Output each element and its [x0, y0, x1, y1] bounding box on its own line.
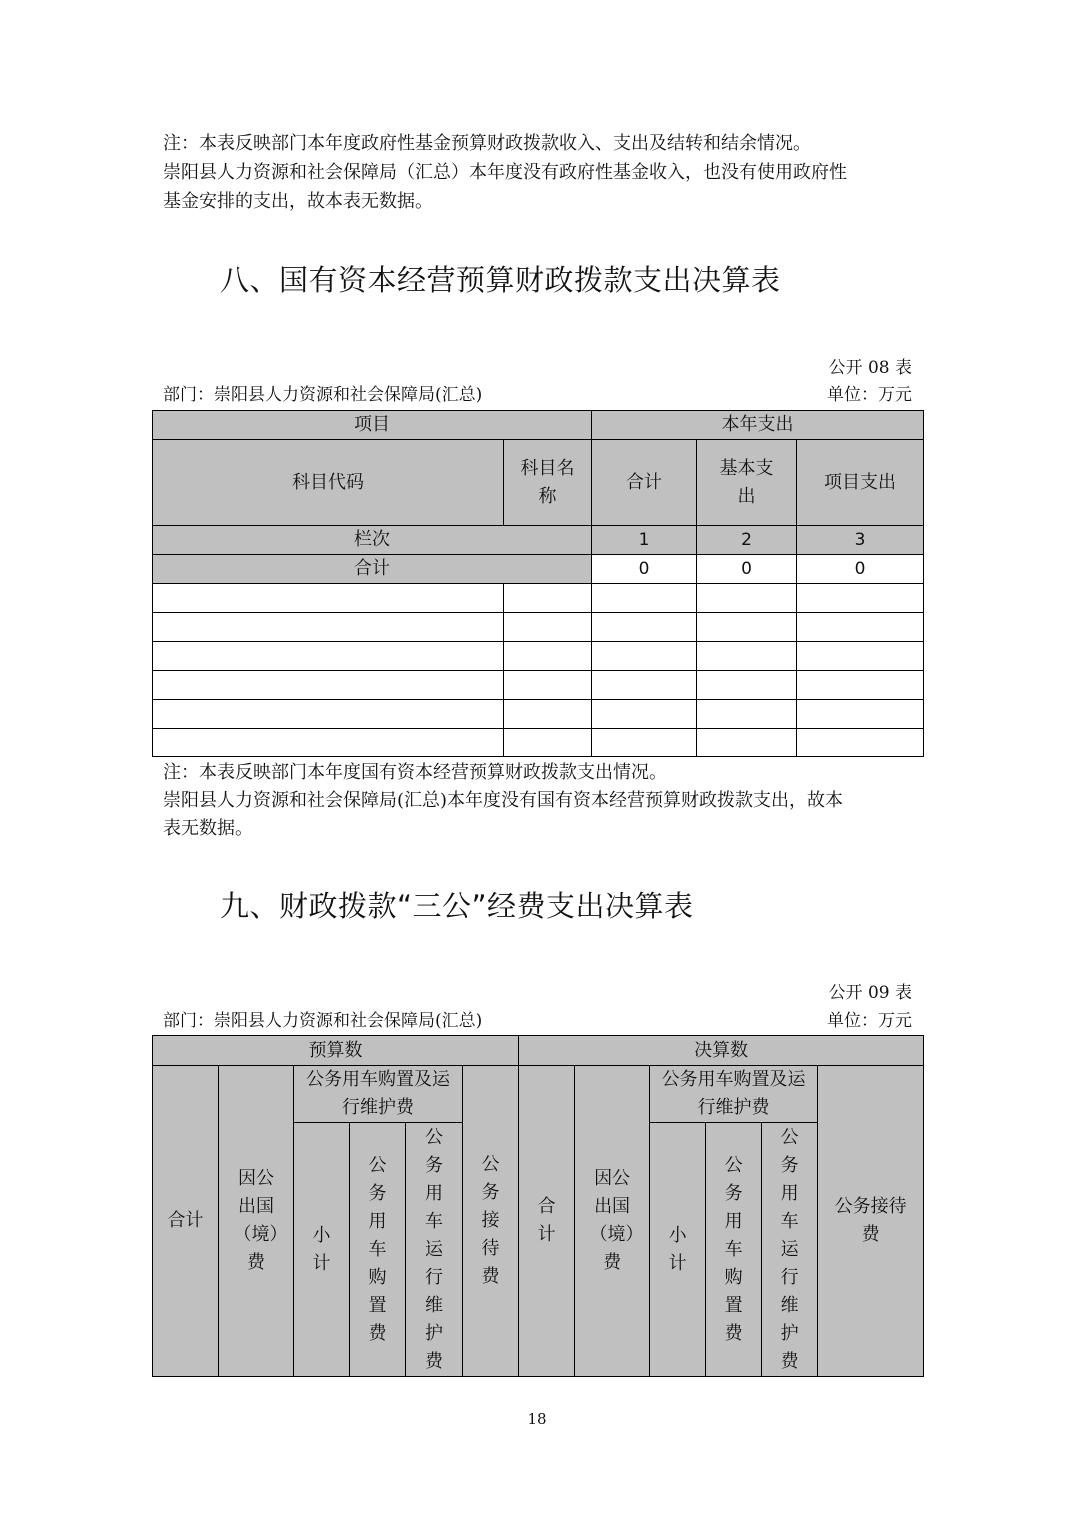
total-value: 0	[697, 555, 797, 584]
header-project: 项目支出	[797, 440, 924, 526]
header-name: 科目名称	[504, 440, 592, 526]
note-line: 表无数据。	[163, 818, 253, 839]
section-title: 九、财政拨款“三公”经费支出决算表	[220, 889, 694, 923]
header-vehicle-operation: 公务用车运行维护费	[406, 1123, 463, 1377]
header-budget: 预算数	[153, 1036, 519, 1066]
header-vehicle-purchase: 公务用车购置费	[706, 1123, 762, 1377]
section-title: 八、国有资本经营预算财政拨款支出决算表	[220, 263, 781, 297]
table-code: 公开 09 表	[828, 983, 912, 1003]
header-vehicle-operation: 公务用车运行维护费	[762, 1123, 818, 1377]
header-reception: 公务接待费	[463, 1066, 519, 1377]
column-index: 1	[592, 526, 697, 555]
page-number: 18	[527, 1410, 547, 1428]
header-subtotal: 小计	[650, 1123, 706, 1377]
capital-budget-table	[152, 410, 924, 757]
header-current-year: 本年支出	[592, 411, 924, 440]
unit-label: 单位：万元	[827, 1011, 912, 1031]
department-label: 部门：崇阳县人力资源和社会保障局(汇总)	[163, 1011, 483, 1031]
note-line: 注：本表反映部门本年度政府性基金预算财政拨款收入、支出及结转和结余情况。	[163, 133, 811, 154]
unit-label: 单位：万元	[827, 385, 912, 405]
header-total: 合计	[519, 1066, 575, 1377]
header-vehicle-purchase: 公务用车购置费	[350, 1123, 406, 1377]
header-item: 项目	[153, 411, 592, 440]
header-reception: 公务接待费	[818, 1066, 924, 1377]
note-line: 注：本表反映部门本年度国有资本经营预算财政拨款支出情况。	[163, 762, 667, 783]
total-row-label: 合计	[153, 555, 592, 584]
column-index-label: 栏次	[153, 526, 592, 555]
three-public-expenses-table	[152, 1035, 924, 1377]
note-line: 基金安排的支出，故本表无数据。	[163, 191, 433, 212]
total-value: 0	[592, 555, 697, 584]
column-index: 2	[697, 526, 797, 555]
header-vehicle: 公务用车购置及运行维护费	[650, 1066, 818, 1123]
total-value: 0	[797, 555, 924, 584]
department-label: 部门：崇阳县人力资源和社会保障局(汇总)	[163, 385, 483, 405]
table-row	[153, 642, 924, 671]
table-row	[153, 613, 924, 642]
note-line: 崇阳县人力资源和社会保障局(汇总)本年度没有国有资本经营预算财政拨款支出，故本	[163, 790, 844, 811]
table-row	[153, 729, 924, 757]
note-line: 崇阳县人力资源和社会保障局（汇总）本年度没有政府性基金收入，也没有使用政府性	[163, 162, 847, 183]
header-abroad: 因公出国（境）费	[219, 1066, 294, 1377]
header-final: 决算数	[519, 1036, 924, 1066]
column-index: 3	[797, 526, 924, 555]
table-row	[153, 584, 924, 613]
header-abroad: 因公出国（境）费	[575, 1066, 650, 1377]
header-basic: 基本支出	[697, 440, 797, 526]
header-code: 科目代码	[153, 440, 504, 526]
header-total: 合计	[592, 440, 697, 526]
header-subtotal: 小计	[294, 1123, 350, 1377]
header-total: 合计	[153, 1066, 219, 1377]
table-row	[153, 700, 924, 729]
header-vehicle: 公务用车购置及运行维护费	[294, 1066, 463, 1123]
table-code: 公开 08 表	[828, 358, 912, 378]
table-row	[153, 671, 924, 700]
